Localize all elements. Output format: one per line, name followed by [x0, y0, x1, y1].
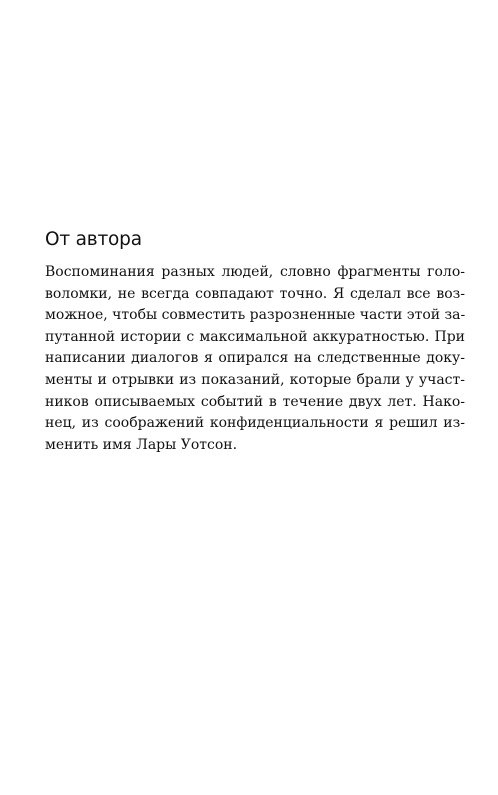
paragraph-line: воломки, не всегда совпадают точно. Я сделал все воз- [45, 285, 465, 302]
section-heading: От автора [45, 229, 142, 250]
paragraph-line: менты и отрывки из показаний, которые брали у участ- [45, 371, 465, 388]
paragraph-line: Воспоминания разных людей, словно фрагменты голо- [45, 264, 465, 280]
paragraph-line: менить имя Лары Уотсон. [45, 436, 238, 453]
paragraph-line: путанной истории с максимальной аккуратностью. При [45, 328, 465, 345]
author-note-paragraph [45, 262, 465, 456]
paragraph-line: нец, из соображений конфиденциальности я решил из- [45, 415, 465, 432]
paragraph-line: ников описываемых событий в течение двух лет. Нако- [45, 393, 465, 410]
paragraph-line: можное, чтобы совместить разрозненные части этой за- [45, 307, 466, 324]
paragraph-line: написании диалогов я опирался на следственные доку- [45, 350, 465, 367]
